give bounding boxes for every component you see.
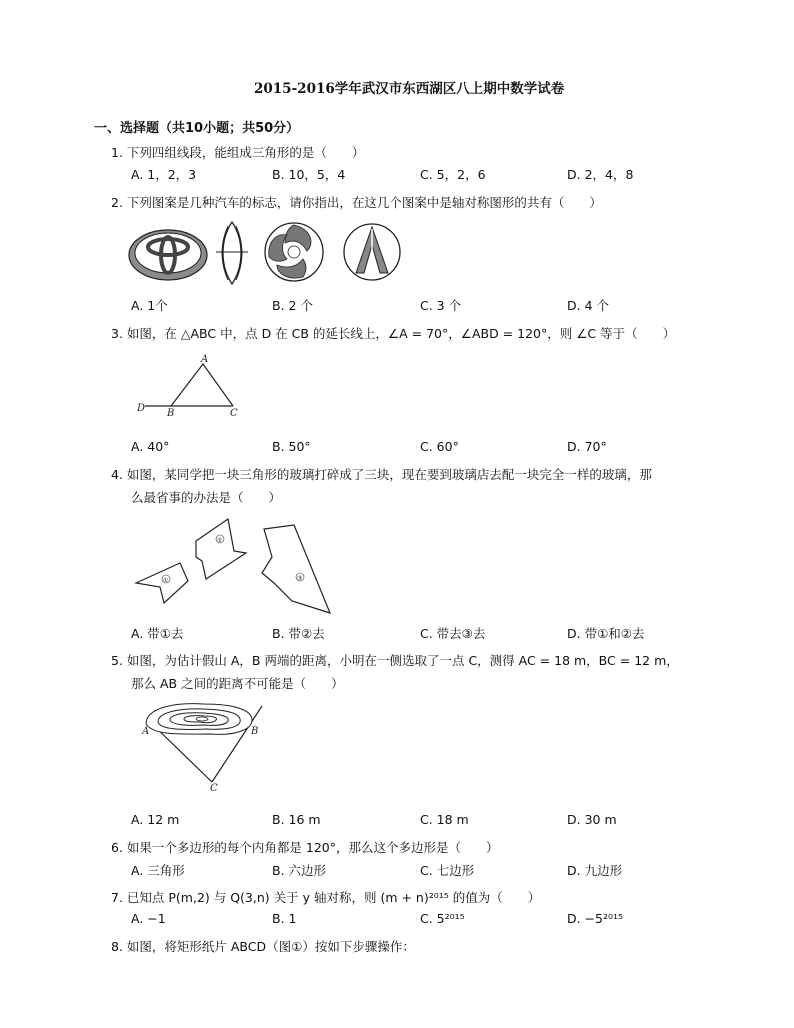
page-title: 2015-2016学年武汉市东西湖区八上期中数学试卷: [254, 81, 565, 97]
question-3-triangle-figure: [133, 352, 253, 422]
question-6-option-b[interactable]: B. 六边形: [272, 863, 327, 878]
question-5-option-a[interactable]: A. 12 m: [131, 812, 180, 827]
question-1-stem: 1. 下列四组线段，能组成三角形的是（ ）: [111, 145, 365, 160]
question-4-glass-pieces-figure: [134, 517, 344, 617]
question-5-option-c[interactable]: C. 18 m: [420, 812, 469, 827]
question-7-option-c[interactable]: C. 5²⁰¹⁵: [420, 911, 465, 926]
question-7-option-a[interactable]: A. −1: [131, 911, 166, 926]
question-7-option-d[interactable]: D. −5²⁰¹⁵: [567, 911, 624, 926]
car-logo-1-icon: [127, 223, 209, 283]
question-4-option-a[interactable]: A. 带①去: [131, 626, 184, 641]
question-7-option-b[interactable]: B. 1: [272, 911, 297, 926]
question-1-option-b[interactable]: B. 10，5，4: [272, 167, 346, 182]
q4-piece-label-2: ②: [217, 537, 223, 544]
q5-label-c: C: [210, 783, 218, 794]
question-3-option-d[interactable]: D. 70°: [567, 439, 607, 454]
q4-piece-label-3: ③: [297, 575, 303, 582]
question-4-option-d[interactable]: D. 带①和②去: [567, 626, 645, 641]
question-1-option-a[interactable]: A. 1，2，3: [131, 167, 197, 182]
question-4-option-c[interactable]: C. 带去③去: [420, 626, 486, 641]
question-7-stem: 7. 已知点 P(m,2) 与 Q(3,n) 关于 y 轴对称，则 (m + n)²⁰¹⁵ 的值为（ ）: [111, 890, 541, 905]
question-2-option-a[interactable]: A. 1个: [131, 298, 168, 313]
question-5-rockery-figure: [134, 700, 274, 792]
section-heading: 一、选择题（共10小题；共50分）: [94, 121, 300, 136]
question-6-option-c[interactable]: C. 七边形: [420, 863, 475, 878]
question-3-option-c[interactable]: C. 60°: [420, 439, 459, 454]
question-2-option-b[interactable]: B. 2 个: [272, 298, 313, 313]
question-3-stem: 3. 如图，在 △ABC 中，点 D 在 CB 的延长线上，∠A = 70°，∠ABD = 120°，则 ∠C 等于（ ）: [111, 326, 676, 341]
q3-label-d: D: [137, 403, 146, 414]
question-1-option-c[interactable]: C. 5，2，6: [420, 167, 486, 182]
q4-piece-label-1: ①: [163, 577, 169, 584]
q5-label-a: A: [142, 726, 150, 737]
question-6-option-d[interactable]: D. 九边形: [567, 863, 623, 878]
question-4-option-b[interactable]: B. 带②去: [272, 626, 325, 641]
q3-label-a: A: [201, 354, 209, 365]
question-8-stem: 8. 如图，将矩形纸片 ABCD（图①）按如下步骤操作：: [111, 939, 415, 954]
question-5-option-b[interactable]: B. 16 m: [272, 812, 321, 827]
question-4-stem-line-2: 么最省事的办法是（ ）: [131, 490, 282, 505]
question-5-stem-line-2: 那么 AB 之间的距离不可能是（ ）: [131, 676, 344, 691]
car-logo-3-icon: [263, 221, 325, 283]
q3-label-c: C: [230, 408, 238, 419]
question-5-stem-line-1: 5. 如图，为估计假山 A，B 两端的距离，小明在一侧选取了一点 C，测得 AC = 18 m，BC = 12 m，: [111, 653, 679, 668]
question-3-option-b[interactable]: B. 50°: [272, 439, 311, 454]
question-6-option-a[interactable]: A. 三角形: [131, 863, 185, 878]
question-2-option-c[interactable]: C. 3 个: [420, 298, 462, 313]
car-logo-4-icon: [342, 221, 402, 283]
question-4-stem-line-1: 4. 如图，某同学把一块三角形的玻璃打碎成了三块，现在要到玻璃店去配一块完全一样的玻璃，那: [111, 467, 652, 482]
question-1-option-d[interactable]: D. 2，4，8: [567, 167, 634, 182]
question-2-stem: 2. 下列图案是几种汽车的标志，请你指出，在这几个图案中是轴对称图形的共有（ ）: [111, 195, 602, 210]
question-6-stem: 6. 如果一个多边形的每个内角都是 120°，那么这个多边形是（ ）: [111, 840, 499, 855]
question-3-option-a[interactable]: A. 40°: [131, 439, 170, 454]
q3-label-b: B: [167, 408, 175, 419]
car-logo-2-icon: [214, 220, 250, 286]
q5-label-b: B: [251, 726, 259, 737]
question-5-option-d[interactable]: D. 30 m: [567, 812, 617, 827]
question-2-option-d[interactable]: D. 4 个: [567, 298, 609, 313]
